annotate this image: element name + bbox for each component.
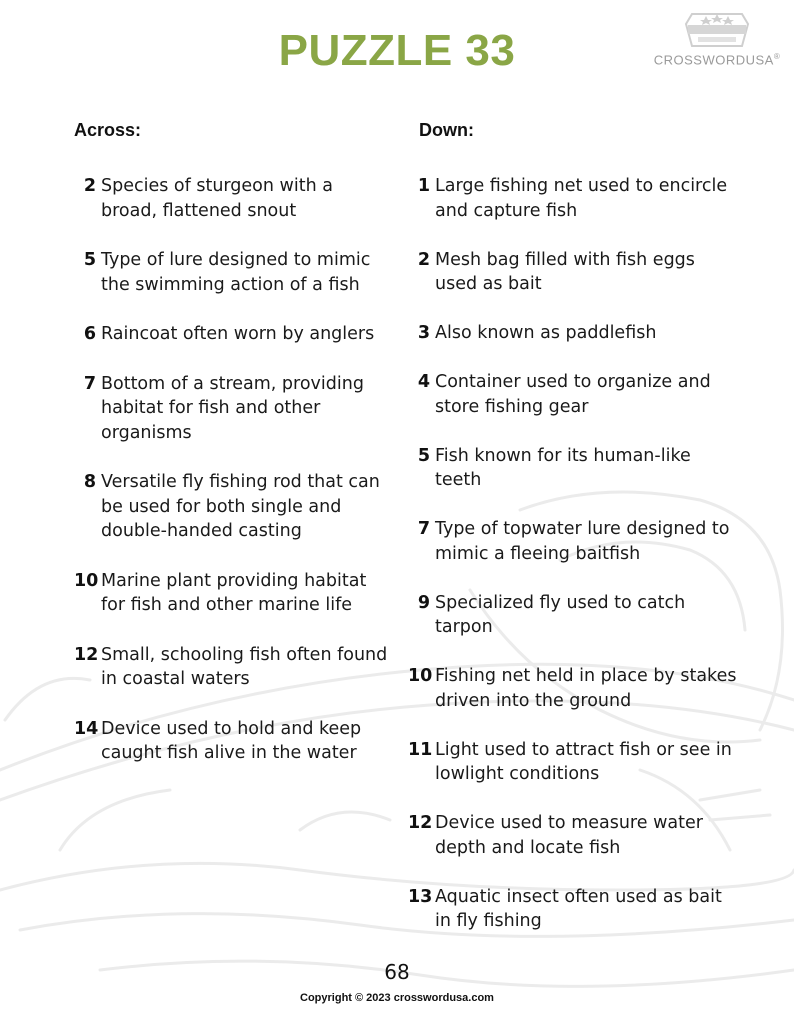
clue-text: Marine plant providing habitat for fish and other marine life <box>101 570 367 615</box>
clue-text: Raincoat often worn by anglers <box>101 324 375 344</box>
down-clue <box>408 738 738 787</box>
down-clue <box>408 174 738 223</box>
clue-number: 12 <box>408 813 433 833</box>
down-clue <box>408 248 738 297</box>
clue-text: Device used to measure water depth and locate fish <box>435 813 703 858</box>
clue-text: Fish known for its human-like teeth <box>435 445 691 490</box>
across-clue <box>74 248 394 297</box>
crossword-usa-badge-icon <box>684 10 750 50</box>
clue-text: Container used to organize and store fishing gear <box>435 372 711 417</box>
clue-text: Bottom of a stream, providing habitat for fish and other organisms <box>101 373 364 443</box>
clue-text: Mesh bag filled with fish eggs used as bait <box>435 249 695 294</box>
page-number: 68 <box>384 960 410 984</box>
down-heading: Down: <box>419 120 474 140</box>
clue-text: Light used to attract fish or see in lowlight conditions <box>435 739 732 784</box>
across-clue <box>74 322 394 347</box>
down-clue <box>408 444 738 493</box>
clue-number: 7 <box>83 373 96 394</box>
clue-number: 6 <box>83 324 96 344</box>
across-clue-list <box>74 174 394 766</box>
across-clue <box>74 470 394 544</box>
clue-number: 4 <box>417 372 430 392</box>
clue-number: 12 <box>74 644 99 665</box>
clue-text: Also known as paddlefish <box>435 323 657 343</box>
clue-number: 2 <box>417 249 430 270</box>
clue-number: 9 <box>417 592 430 613</box>
crossword-usa-logo <box>644 6 790 68</box>
clue-number: 14 <box>74 718 99 739</box>
across-clue <box>74 569 394 618</box>
down-clue <box>408 591 738 640</box>
clue-text: Versatile fly fishing rod that can be used for both single and double-handed casting <box>101 472 380 541</box>
clue-text: Fishing net held in place by stakes driven into the ground <box>435 666 737 711</box>
down-column <box>408 120 738 958</box>
down-clue <box>408 664 738 713</box>
page-title: PUZZLE 33 <box>278 26 516 75</box>
across-clue <box>74 372 394 446</box>
down-clue-list <box>408 174 738 934</box>
down-clue <box>408 811 738 860</box>
logo-wordmark: CROSSWORDUSA® <box>653 52 781 68</box>
across-column <box>74 120 394 791</box>
clue-number: 7 <box>417 519 430 539</box>
across-clue <box>74 174 394 223</box>
clue-text: Species of sturgeon with a broad, flattened snout <box>101 176 333 221</box>
clue-number: 10 <box>408 666 433 686</box>
down-clue <box>408 517 738 566</box>
down-clue <box>408 370 738 419</box>
clue-number: 3 <box>417 323 430 343</box>
clue-text: Aquatic insect often used as bait in fly fishing <box>435 886 722 931</box>
clue-number: 11 <box>408 739 433 760</box>
clue-number: 10 <box>74 570 99 591</box>
clue-text: Type of topwater lure designed to mimic a fleeing baitfish <box>435 519 730 564</box>
across-heading: Across: <box>74 120 142 140</box>
clue-number: 5 <box>83 250 96 270</box>
clue-number: 2 <box>83 176 96 196</box>
clue-text: Small, schooling fish often found in coastal waters <box>101 644 388 689</box>
clue-text: Type of lure designed to mimic the swimming action of a fish <box>101 250 371 295</box>
clue-number: 13 <box>408 886 433 907</box>
across-clue <box>74 717 394 766</box>
clue-number: 1 <box>417 176 430 196</box>
clue-number: 8 <box>83 472 96 492</box>
clue-number: 5 <box>417 445 430 466</box>
across-clue <box>74 643 394 692</box>
clue-text: Large fishing net used to encircle and capture fish <box>435 176 728 221</box>
down-clue <box>408 885 738 934</box>
copyright-notice: Copyright © 2023 crosswordusa.com <box>300 992 494 1004</box>
down-clue <box>408 321 738 346</box>
clue-text: Device used to hold and keep caught fish alive in the water <box>101 718 362 763</box>
clue-text: Specialized fly used to catch tarpon <box>435 592 686 637</box>
